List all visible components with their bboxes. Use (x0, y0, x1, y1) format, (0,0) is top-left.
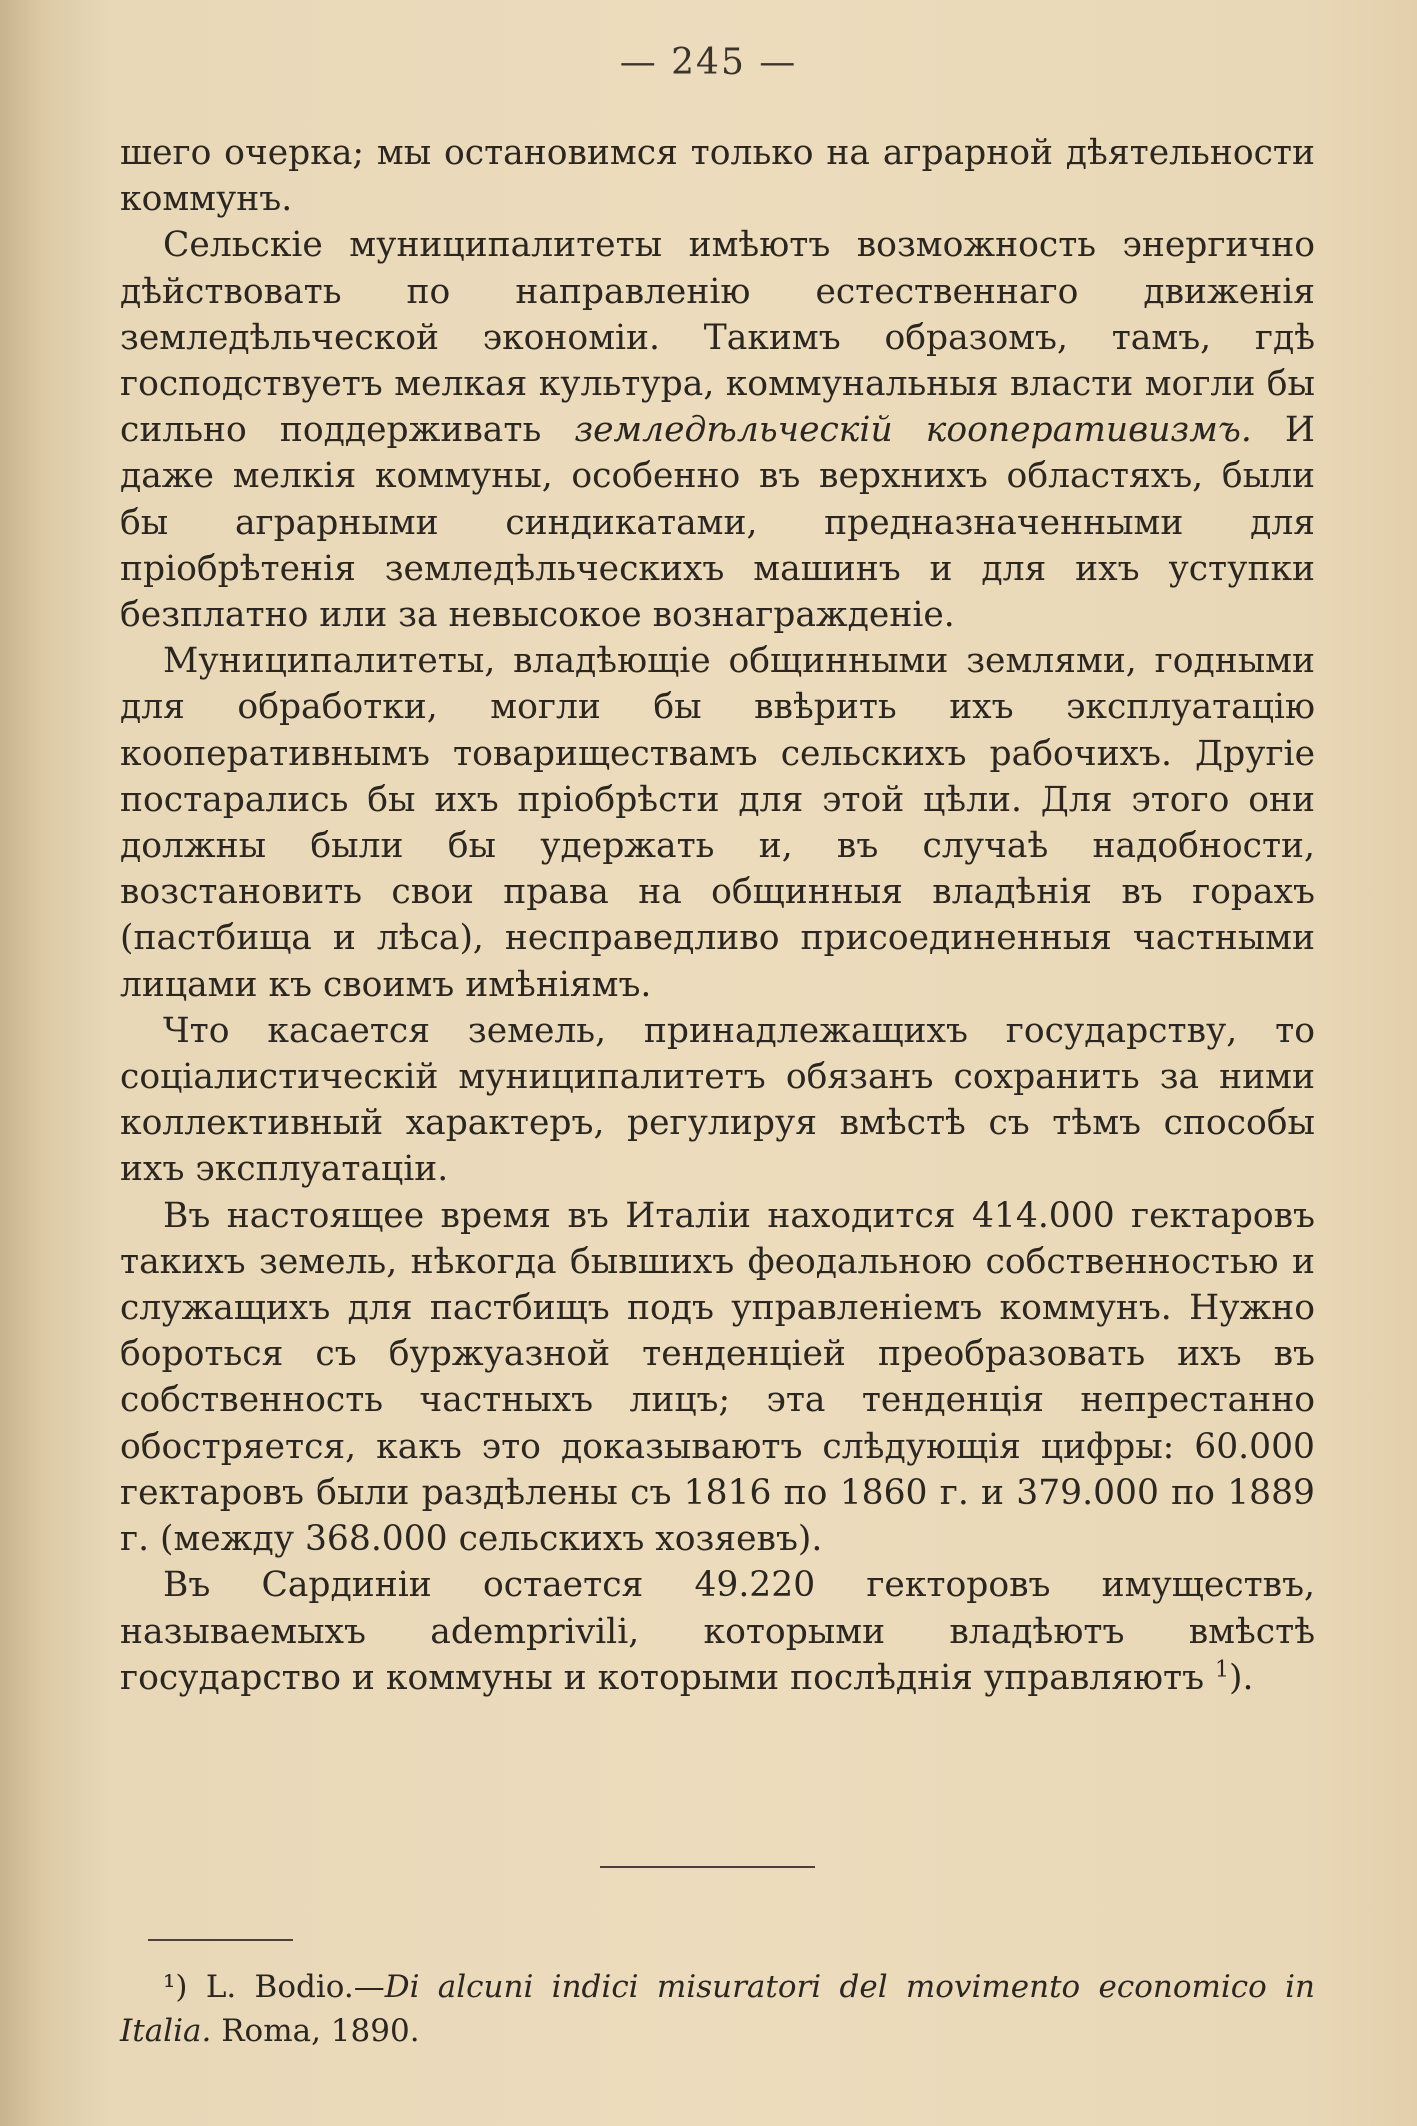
footnote (120, 1965, 1315, 2053)
paragraph-2 (120, 222, 1315, 638)
footnote-place: Roma, 1890. (211, 2013, 420, 2049)
paragraph-6-text: Въ Сардиніи остается 49.220 гекторовъ имуществъ, называемыхъ ademprivili, которыми владѣютъ вмѣстѣ государство и коммуны и которыми послѣднія управляютъ (120, 1565, 1315, 1698)
footnote-divider (148, 1939, 293, 1941)
emphasized-term: земледѣльческій кооперативизмъ. (574, 410, 1252, 451)
paragraph-1: шего очерка; мы остановимся только на аграрной дѣятельности коммунъ. (120, 133, 1315, 220)
paragraph-3: Муниципалитеты, владѣющіе общинными землями, годными для обработки, могли бы ввѣрить ихъ эксплуатацію кооперативнымъ товариществамъ сельскихъ рабочихъ. Другіе постарались бы ихъ пріобрѣсти для этой цѣли. Для этого они должны были бы удержать и, въ случаѣ надобности, возстановить свои права на общинныя владѣнія въ горахъ (пастбища и лѣса), несправедливо присоединенныя частными лицами къ своимъ имѣніямъ. (120, 641, 1315, 1005)
footnote-marker: ¹) (163, 1969, 188, 2005)
paragraph-2-text-end: И даже мелкія коммуны, особенно въ верхнихъ областяхъ, были бы аграрными синдикатами, предназначенными для пріобрѣтенія земледѣльческихъ машинъ и для ихъ уступки безплатно или за невысокое вознагражденіе. (120, 410, 1315, 636)
page-number: — 245 — (619, 42, 798, 83)
section-divider (600, 1866, 815, 1868)
paragraph-6 (120, 1562, 1315, 1701)
footnote-title: Di alcuni indici misuratori del movimento economico in Italia. (120, 1969, 1315, 2049)
footnote-reference: 1 (1215, 1657, 1230, 1683)
footnote-author: L. Bodio.— (187, 1969, 385, 2005)
body-text (120, 130, 1315, 1701)
paragraph-2-text-start: Сельскіе муниципалитеты имѣютъ возможность энергично дѣйствовать по направленію естественнаго движенія земледѣльческой экономіи. Такимъ образомъ, тамъ, гдѣ господствуетъ мелкая культура, коммунальныя власти могли бы сильно поддерживать (120, 225, 1315, 451)
paragraph-5: Въ настоящее время въ Италіи находится 414.000 гектаровъ такихъ земель, нѣкогда бывшихъ феодальною собственностью и служащихъ для пастбищъ подъ управленіемъ коммунъ. Нужно бороться съ буржуазной тенденціей преобразовать ихъ въ собственность частныхъ лицъ; эта тенденція непрестанно обостряется, какъ это доказываютъ слѣдующія цифры: 60.000 гектаровъ были раздѣлены съ 1816 по 1860 г. и 379.000 по 1889 г. (между 368.000 сельскихъ хозяевъ). (120, 1195, 1315, 1560)
paragraph-6-tail: ). (1229, 1657, 1254, 1698)
paragraph-4: Что касается земель, принадлежащихъ государству, то соціалистическій муниципалитетъ обязанъ сохранить за ними коллективный характеръ, регулируя вмѣстѣ съ тѣмъ способы ихъ эксплуатаціи. (120, 1010, 1315, 1190)
